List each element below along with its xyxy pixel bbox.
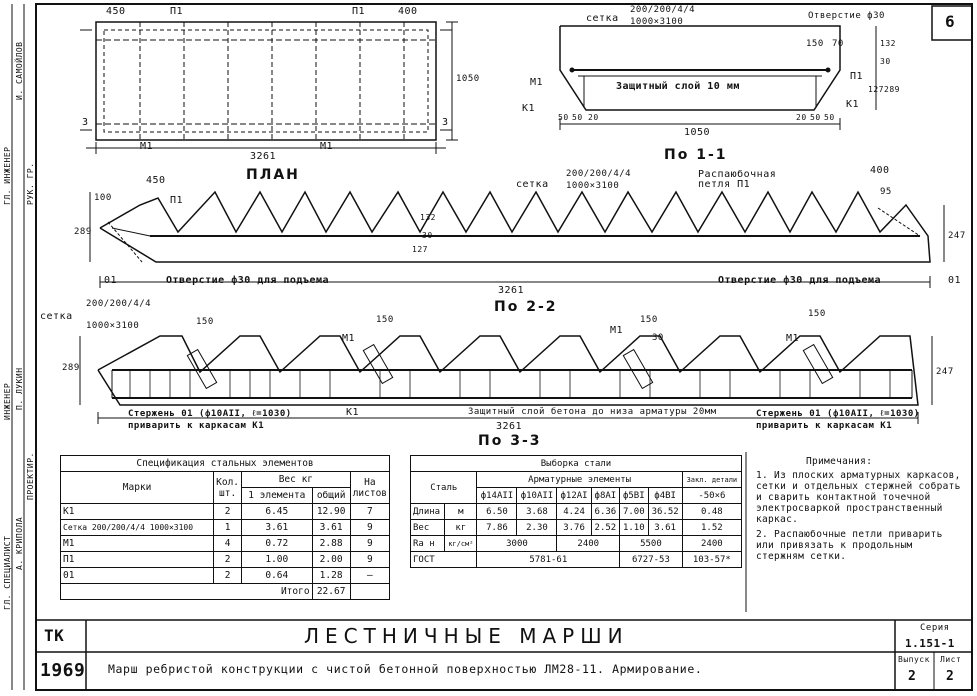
steel-row-label: Длина xyxy=(411,504,445,520)
steel-col: -50×6 xyxy=(682,488,741,504)
note-item: 1. Из плоских арматурных каркасов, сетки и отдельных стержней собрать и сварить контактной точечной электросваркой пространственный каркас. xyxy=(756,470,961,525)
spec-cell: Сетка 200/200/4/4 1000×3100 xyxy=(61,520,214,536)
notes-block xyxy=(756,456,966,562)
sheet-title: ЛЕСТНИЧНЫЕ МАРШИ xyxy=(304,624,629,648)
spec-head-unit: 1 элемента xyxy=(242,488,313,504)
sheet-value: 2 xyxy=(946,669,955,684)
side-label-1: ГЛ. ИНЖЕНЕР xyxy=(3,146,12,205)
s22-132: 132 xyxy=(420,213,436,222)
steel-cell: 103-57* xyxy=(682,552,741,568)
table-row xyxy=(61,568,390,584)
issue-value: 2 xyxy=(908,669,917,684)
table-row xyxy=(411,536,742,552)
s33-note-right-1: Стержень 01 (ф10АII, ℓ=1030) xyxy=(756,409,920,419)
steel-cell: 3.68 xyxy=(517,504,557,520)
steel-cell: 2.52 xyxy=(591,520,619,536)
spec-cell: 1 xyxy=(214,520,242,536)
s33-m1-b: М1 xyxy=(610,325,624,336)
steel-cell: 3000 xyxy=(477,536,557,552)
s22-hole-left: Отверстие ф30 для подъема xyxy=(166,275,330,286)
s33-289: 289 xyxy=(62,363,80,373)
s33-150-b: 150 xyxy=(376,315,394,325)
plan-cut-3-right: 3 xyxy=(442,117,449,128)
steel-head-label: Сталь xyxy=(411,472,477,504)
steel-cell: 7.86 xyxy=(477,520,517,536)
plan-dim-450: 450 xyxy=(106,6,126,17)
spec-total-label: Итого xyxy=(61,584,313,600)
steel-row-unit: м xyxy=(445,504,477,520)
spec-cell: 2.00 xyxy=(312,552,350,568)
s33-mesh-size: 200/200/4/4 xyxy=(86,299,152,309)
steel-cell: 5781-61 xyxy=(477,552,620,568)
s22-100: 100 xyxy=(94,193,112,203)
plan-p1-right: П1 xyxy=(352,6,366,17)
side-label-4: РУК. ГР. xyxy=(26,162,35,205)
s11-cover: Защитный слой 10 мм xyxy=(616,81,740,92)
s22-mesh: сетка xyxy=(516,179,549,190)
spec-cell: 2 xyxy=(214,504,242,520)
s11-mesh: сетка xyxy=(586,13,619,24)
plan-cut-3-left: 3 xyxy=(82,117,89,128)
s11-title: По 1-1 xyxy=(664,147,728,163)
s22-loop: Распаюбочная петля П1 xyxy=(698,169,777,190)
s11-150: 150 xyxy=(806,39,824,49)
table-row xyxy=(411,520,742,536)
steel-cell: 2400 xyxy=(557,536,620,552)
table-row xyxy=(61,504,390,520)
steel-cell: 5500 xyxy=(620,536,683,552)
table-row xyxy=(61,552,390,568)
s33-k1: К1 xyxy=(346,407,360,418)
spec-cell: 9 xyxy=(350,520,389,536)
page-number: 6 xyxy=(945,12,956,31)
steel-cell: 7.00 xyxy=(620,504,648,520)
table-row xyxy=(411,552,742,568)
s11-mesh-size: 200/200/4/4 xyxy=(630,5,696,15)
steel-row-unit: кг xyxy=(445,520,477,536)
steel-col: ф14АII xyxy=(477,488,517,504)
s22-30: 30 xyxy=(422,231,433,240)
spec-cell: 1.00 xyxy=(242,552,313,568)
steel-cell: 0.48 xyxy=(682,504,741,520)
s11-mesh-dim: 1000×3100 xyxy=(630,17,684,27)
s22-127: 127 xyxy=(412,245,428,254)
s11-dim-50a: 50 xyxy=(558,113,569,122)
s22-hole-right: Отверстие ф30 для подъема xyxy=(718,275,882,286)
spec-cell: 7 xyxy=(350,504,389,520)
steel-cell: 6.36 xyxy=(591,504,619,520)
plan-dim-400: 400 xyxy=(398,6,418,17)
plan-m1-right: М1 xyxy=(320,141,334,152)
steel-title: Выборка стали xyxy=(411,456,742,472)
plan-m1-left: М1 xyxy=(140,141,154,152)
spec-cell: 0.64 xyxy=(242,568,313,584)
side-label-2: ИНЖЕНЕР xyxy=(3,382,12,420)
s11-dim-132: 132 xyxy=(880,39,896,48)
steel-col: ф12АI xyxy=(557,488,591,504)
spec-table xyxy=(60,455,390,600)
spec-cell: 12.90 xyxy=(312,504,350,520)
table-row xyxy=(61,520,390,536)
s11-dim-50c: 50 xyxy=(810,113,821,122)
series-label: Серия xyxy=(920,623,950,633)
steel-col: ф4ВI xyxy=(648,488,682,504)
steel-cell: 2400 xyxy=(682,536,741,552)
s33-150-c: 150 xyxy=(640,315,658,325)
notes-title: Примечания: xyxy=(806,456,873,467)
stamp-code: ТК xyxy=(44,626,65,645)
s22-mesh-dim: 1000×3100 xyxy=(566,181,620,191)
spec-cell: 2.88 xyxy=(312,536,350,552)
steel-cell: 6727-53 xyxy=(620,552,683,568)
spec-cell: 0.72 xyxy=(242,536,313,552)
plan-dim-1050: 1050 xyxy=(456,74,480,84)
s22-p1: П1 xyxy=(170,195,184,206)
steel-head-group: Арматурные элементы xyxy=(477,472,682,488)
steel-row-label: ГОСТ xyxy=(411,552,477,568)
plan-p1-left: П1 xyxy=(170,6,184,17)
s11-p1: П1 xyxy=(850,71,864,82)
s33-note-left-2: приварить к каркасам К1 xyxy=(128,421,265,431)
side-label-3: ГЛ. СПЕЦИАЛИСТ xyxy=(3,535,12,610)
spec-cell: К1 xyxy=(61,504,214,520)
s33-cover: Защитный слой бетона до низа арматуры 20мм xyxy=(468,407,717,417)
steel-row-label: Rа н xyxy=(411,536,445,552)
spec-title: Спецификация стальных элементов xyxy=(61,456,390,472)
s33-note-right-2: приварить к каркасам К1 xyxy=(756,421,893,431)
side-label-5: ПРОЕКТИР. xyxy=(26,452,35,500)
steel-col: ф8АI xyxy=(591,488,619,504)
s11-m1: М1 xyxy=(530,77,544,88)
steel-row-label: Вес xyxy=(411,520,445,536)
spec-head-sheets: На листов xyxy=(350,472,389,504)
steel-cell: 2.30 xyxy=(517,520,557,536)
side-name-3: А. КРИПОЛА xyxy=(15,516,24,570)
steel-col: ф10АII xyxy=(517,488,557,504)
s33-150-a: 150 xyxy=(196,317,214,327)
s22-mesh-size: 200/200/4/4 xyxy=(566,169,632,179)
s22-01-left: 01 xyxy=(104,275,118,286)
steel-table xyxy=(410,455,742,568)
s11-dim-1050: 1050 xyxy=(684,127,711,138)
steel-cell: 6.50 xyxy=(477,504,517,520)
spec-cell: 2 xyxy=(214,568,242,584)
s11-k1-right: К1 xyxy=(846,99,860,110)
side-name-1: И. САМОЙЛОВ xyxy=(15,41,24,100)
sheet-label: Лист xyxy=(940,655,962,664)
spec-cell: М1 xyxy=(61,536,214,552)
s33-30: 30 xyxy=(652,333,664,343)
s22-450: 450 xyxy=(146,175,166,186)
s33-title: По 3-3 xyxy=(478,433,542,449)
spec-cell: 3.61 xyxy=(242,520,313,536)
steel-head-embed: Закл. детали xyxy=(682,472,741,488)
s11-dim-50b: 50 xyxy=(572,113,583,122)
s33-mesh: сетка xyxy=(40,311,73,322)
s22-01-right: 01 xyxy=(948,275,962,286)
s22-3261: 3261 xyxy=(498,285,525,296)
spec-cell: П1 xyxy=(61,552,214,568)
stamp-year: 1969 xyxy=(40,660,86,681)
steel-cell: 4.24 xyxy=(557,504,591,520)
s22-title: По 2-2 xyxy=(494,299,558,315)
s11-k1-left: К1 xyxy=(522,103,536,114)
steel-row-unit: кг/см² xyxy=(445,536,477,552)
s11-dim-289: 289 xyxy=(884,85,900,94)
spec-cell: 01 xyxy=(61,568,214,584)
s11-dim-20b: 20 xyxy=(796,113,807,122)
s11-dim-20a: 20 xyxy=(588,113,599,122)
s22-400: 400 xyxy=(870,165,890,176)
side-name-2: П. ЛУКИН xyxy=(15,367,24,410)
s22-289: 289 xyxy=(74,227,92,237)
steel-cell: 1.10 xyxy=(620,520,648,536)
s11-dim-50d: 50 xyxy=(824,113,835,122)
s22-247: 247 xyxy=(948,231,966,241)
spec-cell: 2 xyxy=(214,552,242,568)
spec-cell: 3.61 xyxy=(312,520,350,536)
spec-cell-empty xyxy=(350,584,389,600)
plan-dim-3261: 3261 xyxy=(250,151,277,162)
s33-3261: 3261 xyxy=(496,421,523,432)
note-item: 2. Распаюбочные петли приварить или привязать к продольным стержням сетки. xyxy=(756,529,943,562)
s11-dim-30: 30 xyxy=(880,57,891,66)
s33-247: 247 xyxy=(936,367,954,377)
spec-head-weight: Вес кг xyxy=(242,472,351,488)
table-row-total xyxy=(61,584,390,600)
steel-cell: 36.52 xyxy=(648,504,682,520)
s11-hole: Отверстие ф30 xyxy=(808,11,885,21)
s33-150-d: 150 xyxy=(808,309,826,319)
spec-cell: — xyxy=(350,568,389,584)
s22-95: 95 xyxy=(880,187,892,197)
s33-mesh-dim: 1000×3100 xyxy=(86,321,140,331)
steel-cell: 3.76 xyxy=(557,520,591,536)
series-value: 1.151-1 xyxy=(905,637,955,650)
s33-m1-c: М1 xyxy=(786,333,800,344)
spec-cell: 1.28 xyxy=(312,568,350,584)
spec-cell: 9 xyxy=(350,552,389,568)
spec-total-value: 22.67 xyxy=(312,584,350,600)
sheet-subtitle: Марш ребристой конструкции с чистой бетонной поверхностью ЛМ28-11. Армирование. xyxy=(108,662,703,676)
spec-head-total: общий xyxy=(312,488,350,504)
spec-head-qty: Кол. шт. xyxy=(214,472,242,504)
s33-m1-a: М1 xyxy=(342,333,356,344)
table-row xyxy=(61,536,390,552)
steel-cell: 1.52 xyxy=(682,520,741,536)
spec-cell: 4 xyxy=(214,536,242,552)
s33-note-left-1: Стержень 01 (ф10АII, ℓ=1030) xyxy=(128,409,292,419)
issue-label: Выпуск xyxy=(898,655,930,664)
spec-cell: 9 xyxy=(350,536,389,552)
spec-cell: 6.45 xyxy=(242,504,313,520)
plan-title: ПЛАН xyxy=(246,167,300,183)
table-row xyxy=(411,504,742,520)
steel-col: ф5ВI xyxy=(620,488,648,504)
s11-70: 70 xyxy=(832,39,844,49)
s11-dim-127: 127 xyxy=(868,85,884,94)
steel-cell: 3.61 xyxy=(648,520,682,536)
spec-head-mark: Марки xyxy=(61,472,214,504)
